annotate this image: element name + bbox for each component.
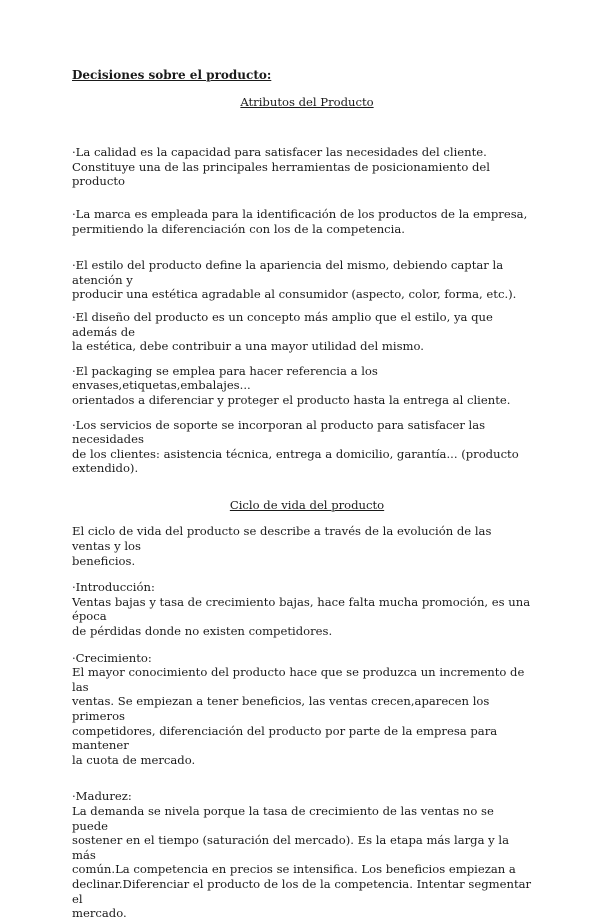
stage-name: ·Crecimiento: [72,650,152,665]
lifecycle-heading: Ciclo de vida del producto [229,497,385,512]
attributes-heading: Atributos del Producto [240,94,374,109]
attribute-item-quality: ·La calidad es la capacidad para satisfacer las necesidades del cliente. Constituye una de las principales herramientas de posicionamiento del producto [72,145,490,189]
stage-name: ·Introducción: [72,580,155,595]
attribute-item-support: ·Los servicios de soporte se incorporan al producto para satisfacer las necesidades de los clientes: asistencia técnica, entrega a domicilio, garantía... (producto extendido). [72,417,519,476]
stage-crecimiento: ·Crecimiento: El mayor conocimiento del producto hace que se produzca un incremento de las ventas. Se empiezan a tener beneficios, las ventas crecen,aparecen los primeros competidores, diferenciación del producto por parte de la empresa para mantener la cuota de mercado. [72,651,532,768]
attribute-item-brand: ·La marca es empleada para la identificación de los productos de la empresa, permitiendo la diferenciación con los de la competencia. [72,206,528,236]
attribute-item-design: ·El diseño del producto es un concepto más amplio que el estilo, ya que además de la estética, debe contribuir a una mayor utilidad del mismo. [72,309,493,354]
document-page [72,68,532,921]
attribute-item-packaging: ·El packaging se emplea para hacer referencia a los envases,etiquetas,embalajes... orientados a diferenciar y proteger el producto hasta la entrega al cliente. [72,363,511,407]
lifecycle-intro: El ciclo de vida del producto se describe a través de la evolución de las ventas y los beneficios. [72,524,492,568]
stage-madurez: ·Madurez: La demanda se nivela porque la tasa de crecimiento de las ventas no se puede sostener en el tiempo (saturación del mercado). Es la etapa más larga y la más común.La competencia en precios se intensifica. Los beneficios empiezan a declinar.Diferenciar el producto de los de la competencia. Intentar segmentar el mercado. [72,789,532,921]
attribute-item-style: ·El estilo del producto define la apariencia del mismo, debiendo captar la atención y producir una estética agradable al consumidor (aspecto, color, forma, etc.). [72,258,517,302]
document-title: Decisiones sobre el producto: [72,68,272,82]
stage-name: ·Madurez: [72,789,132,804]
stage-introduccion: ·Introducción: Ventas bajas y tasa de crecimiento bajas, hace falta mucha promoción, es una época de pérdidas donde no existen competidores. [72,580,531,639]
